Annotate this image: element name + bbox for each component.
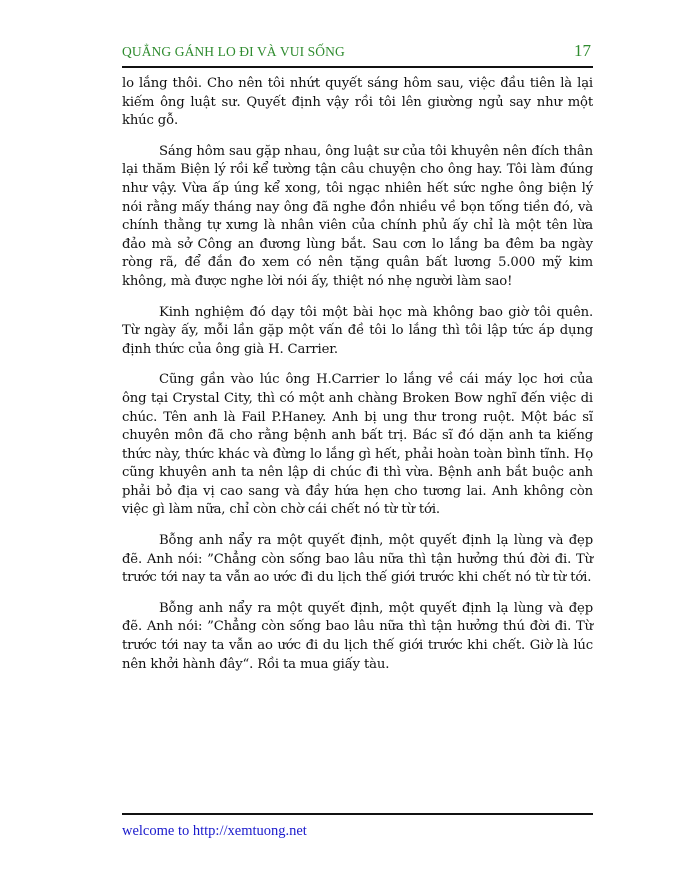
paragraph-5: Bỗng anh nẩy ra một quyết định, một quyết định lạ lùng và đẹp đẽ. Anh nói: ”Chẳng còn sống bao lâu nữa thì tận hưởng thú đời đi. Từ trước tới nay ta vẫn ao ước đi du lịch thế giới trước khi chết nó từ từ tới. [122,533,593,586]
paragraph-1: lo lắng thôi. Cho nên tôi nhứt quyết sáng hôm sau, việc đầu tiên là lại kiếm ông luật sư. Quyết định vậy rồi tôi lên giường ngủ say như một khúc gỗ. [122,76,593,129]
paragraph-3: Kinh nghiệm đó dạy tôi một bài học mà không bao giờ tôi quên. Từ ngày ấy, mỗi lần gặp một vấn đề tôi lo lắng thì tôi lập tức áp dụng định thức của ông già H. Carrier. [122,304,593,357]
page-header [122,40,593,68]
footer-link[interactable]: welcome to http://xemtuong.net [122,823,307,839]
paragraph-6: Bỗng anh nẩy ra một quyết định, một quyết định lạ lùng và đẹp đẽ. Anh nói: ”Chẳng còn sống bao lâu nữa thì tận hưởng thú đời đi. Từ trước tới nay ta vẫn ao ước đi du lịch thế giới trước khi chết. Giờ là lúc nên khởi hành đây“. Rồi ta mua giấy tàu. [122,600,593,672]
page-body [122,75,593,686]
page-footer [122,813,593,840]
paragraph-4: Cũng gần vào lúc ông H.Carrier lo lắng về cái máy lọc hơi của ông tại Crystal City, thì có một anh chàng Broken Bow nghĩ đến việc di chúc. Tên anh là Fail P.Haney. Anh bị ung thư trong ruột. Một bác sĩ chuyên môn đã cho rằng bệnh anh bất trị. Bác sĩ đó dặn anh ta kiếng thức này, thức khác và đừng lo lắng gì hết, phải hoàn toàn bình tĩnh. Họ cũng khuyên anh ta nên lập di chúc đi thì vừa. Bệnh anh bắt buộc anh phải bỏ địa vị cao sang và đầy hứa hẹn cho tương lai. Anh không còn việc gì làm nữa, chỉ còn chờ cái chết nó từ từ tới. [122,372,593,518]
paragraph-2: Sáng hôm sau gặp nhau, ông luật sư của tôi khuyên nên đích thân lại thăm Biện lý rồi kể tường tận câu chuyện cho ông hay. Tôi làm đúng như vậy. Vừa ấp úng kể xong, tôi ngạc nhiên hết sức nghe ông biện lý nói rằng mấy tháng nay ông đã nghe đồn nhiều về bọn tống tiền đó, và chính thằng tự xưng là nhân viên của chính phủ ấy chỉ là một tên lừa đảo mà sở Công an đương lùng bắt. Sau cơn lo lắng ba đêm ba ngày ròng rã, để đắn đo xem có nên tặng quân bất lương 5.000 mỹ kim không, mà được nghe lời nói ấy, thiệt nó nhẹ người làm sao! [122,143,593,289]
page-number: 17 [574,41,591,60]
book-title: QUẲNG GÁNH LO ĐI VÀ VUI SỐNG [122,44,345,59]
